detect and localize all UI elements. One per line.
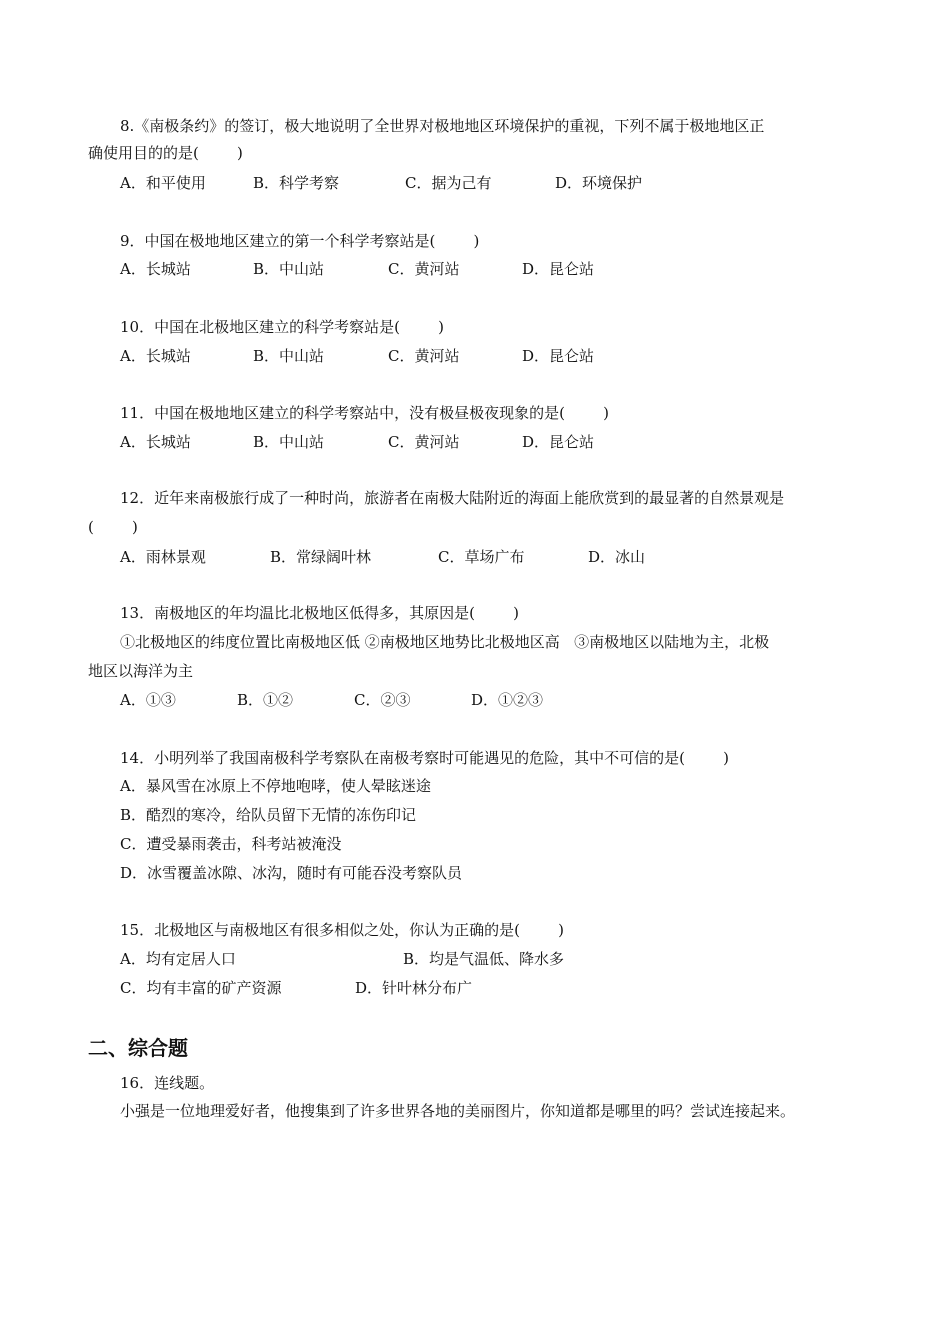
q9-option-d: D．昆仑站	[522, 260, 595, 278]
q8-stem-cont: 确使用目的的是( )	[88, 144, 243, 162]
q12-stem: 12．近年来南极旅行成了一种时尚，旅游者在南极大陆附近的海面上能欣赏到的最显著的自然景观是	[120, 489, 785, 507]
q16-stem: 16．连线题。	[120, 1074, 215, 1092]
q10-stem: 10．中国在北极地区建立的科学考察站是( )	[120, 318, 444, 336]
q9-option-c: C．黄河站	[388, 260, 460, 278]
q12-option-d: D．冰山	[588, 548, 646, 566]
q14-option-a: A．暴风雪在冰原上不停地咆哮，使人晕眩迷途	[120, 777, 431, 795]
q13-option-a: A．①③	[120, 691, 176, 709]
q9-option-b: B．中山站	[253, 260, 325, 278]
q13-option-d: D．①②③	[471, 691, 544, 709]
q13-stem: 13．南极地区的年均温比北极地区低得多，其原因是( )	[120, 604, 519, 622]
q14-option-c: C．遭受暴雨袭击，科考站被淹没	[120, 835, 342, 853]
q11-option-a: A．长城站	[120, 433, 191, 451]
q13-statement: ①北极地区的纬度位置比南极地区低 ②南极地区地势比北极地区高 ③南极地区以陆地为主，北极	[120, 633, 770, 651]
q10-option-c: C．黄河站	[388, 347, 460, 365]
q9-stem: 9．中国在极地地区建立的第一个科学考察站是( )	[120, 232, 480, 250]
q15-option-b: B．均是气温低、降水多	[403, 950, 565, 968]
q16-text: 小强是一位地理爱好者，他搜集到了许多世界各地的美丽图片，你知道都是哪里的吗？尝试连接起来。	[120, 1102, 796, 1120]
q9-option-a: A．长城站	[120, 260, 191, 278]
q12-option-b: B．常绿阔叶林	[270, 548, 372, 566]
q10-option-d: D．昆仑站	[522, 347, 595, 365]
q12-stem-cont: ( )	[88, 518, 138, 536]
q11-stem: 11．中国在极地地区建立的科学考察站中，没有极昼极夜现象的是( )	[120, 404, 609, 422]
q8-option-b: B．科学考察	[253, 174, 340, 192]
q14-option-b: B．酷烈的寒冷，给队员留下无情的冻伤印记	[120, 806, 417, 824]
section-heading: 二、综合题	[88, 1036, 188, 1060]
q8-option-d: D．环境保护	[555, 174, 643, 192]
q11-option-b: B．中山站	[253, 433, 325, 451]
q8-option-c: C．据为己有	[405, 174, 492, 192]
q12-option-a: A．雨林景观	[120, 548, 206, 566]
q10-option-a: A．长城站	[120, 347, 191, 365]
q10-option-b: B．中山站	[253, 347, 325, 365]
q13-statement-cont: 地区以海洋为主	[88, 662, 194, 680]
q15-stem: 15．北极地区与南极地区有很多相似之处，你认为正确的是( )	[120, 921, 564, 939]
q11-option-d: D．昆仑站	[522, 433, 595, 451]
q15-option-a: A．均有定居人口	[120, 950, 236, 968]
q15-option-c: C．均有丰富的矿产资源	[120, 979, 282, 997]
q14-stem: 14．小明列举了我国南极科学考察队在南极考察时可能遇见的危险，其中不可信的是( )	[120, 749, 729, 767]
q8-stem: 8.《南极条约》的签订，极大地说明了全世界对极地地区环境保护的重视，下列不属于极地地区正	[120, 117, 765, 135]
q15-option-d: D．针叶林分布广	[355, 979, 473, 997]
q14-option-d: D．冰雪覆盖冰隙、冰沟，随时有可能吞没考察队员	[120, 864, 463, 882]
q13-option-b: B．①②	[237, 691, 294, 709]
q11-option-c: C．黄河站	[388, 433, 460, 451]
q8-option-a: A．和平使用	[120, 174, 206, 192]
q13-option-c: C．②③	[354, 691, 411, 709]
q12-option-c: C．草场广布	[438, 548, 525, 566]
